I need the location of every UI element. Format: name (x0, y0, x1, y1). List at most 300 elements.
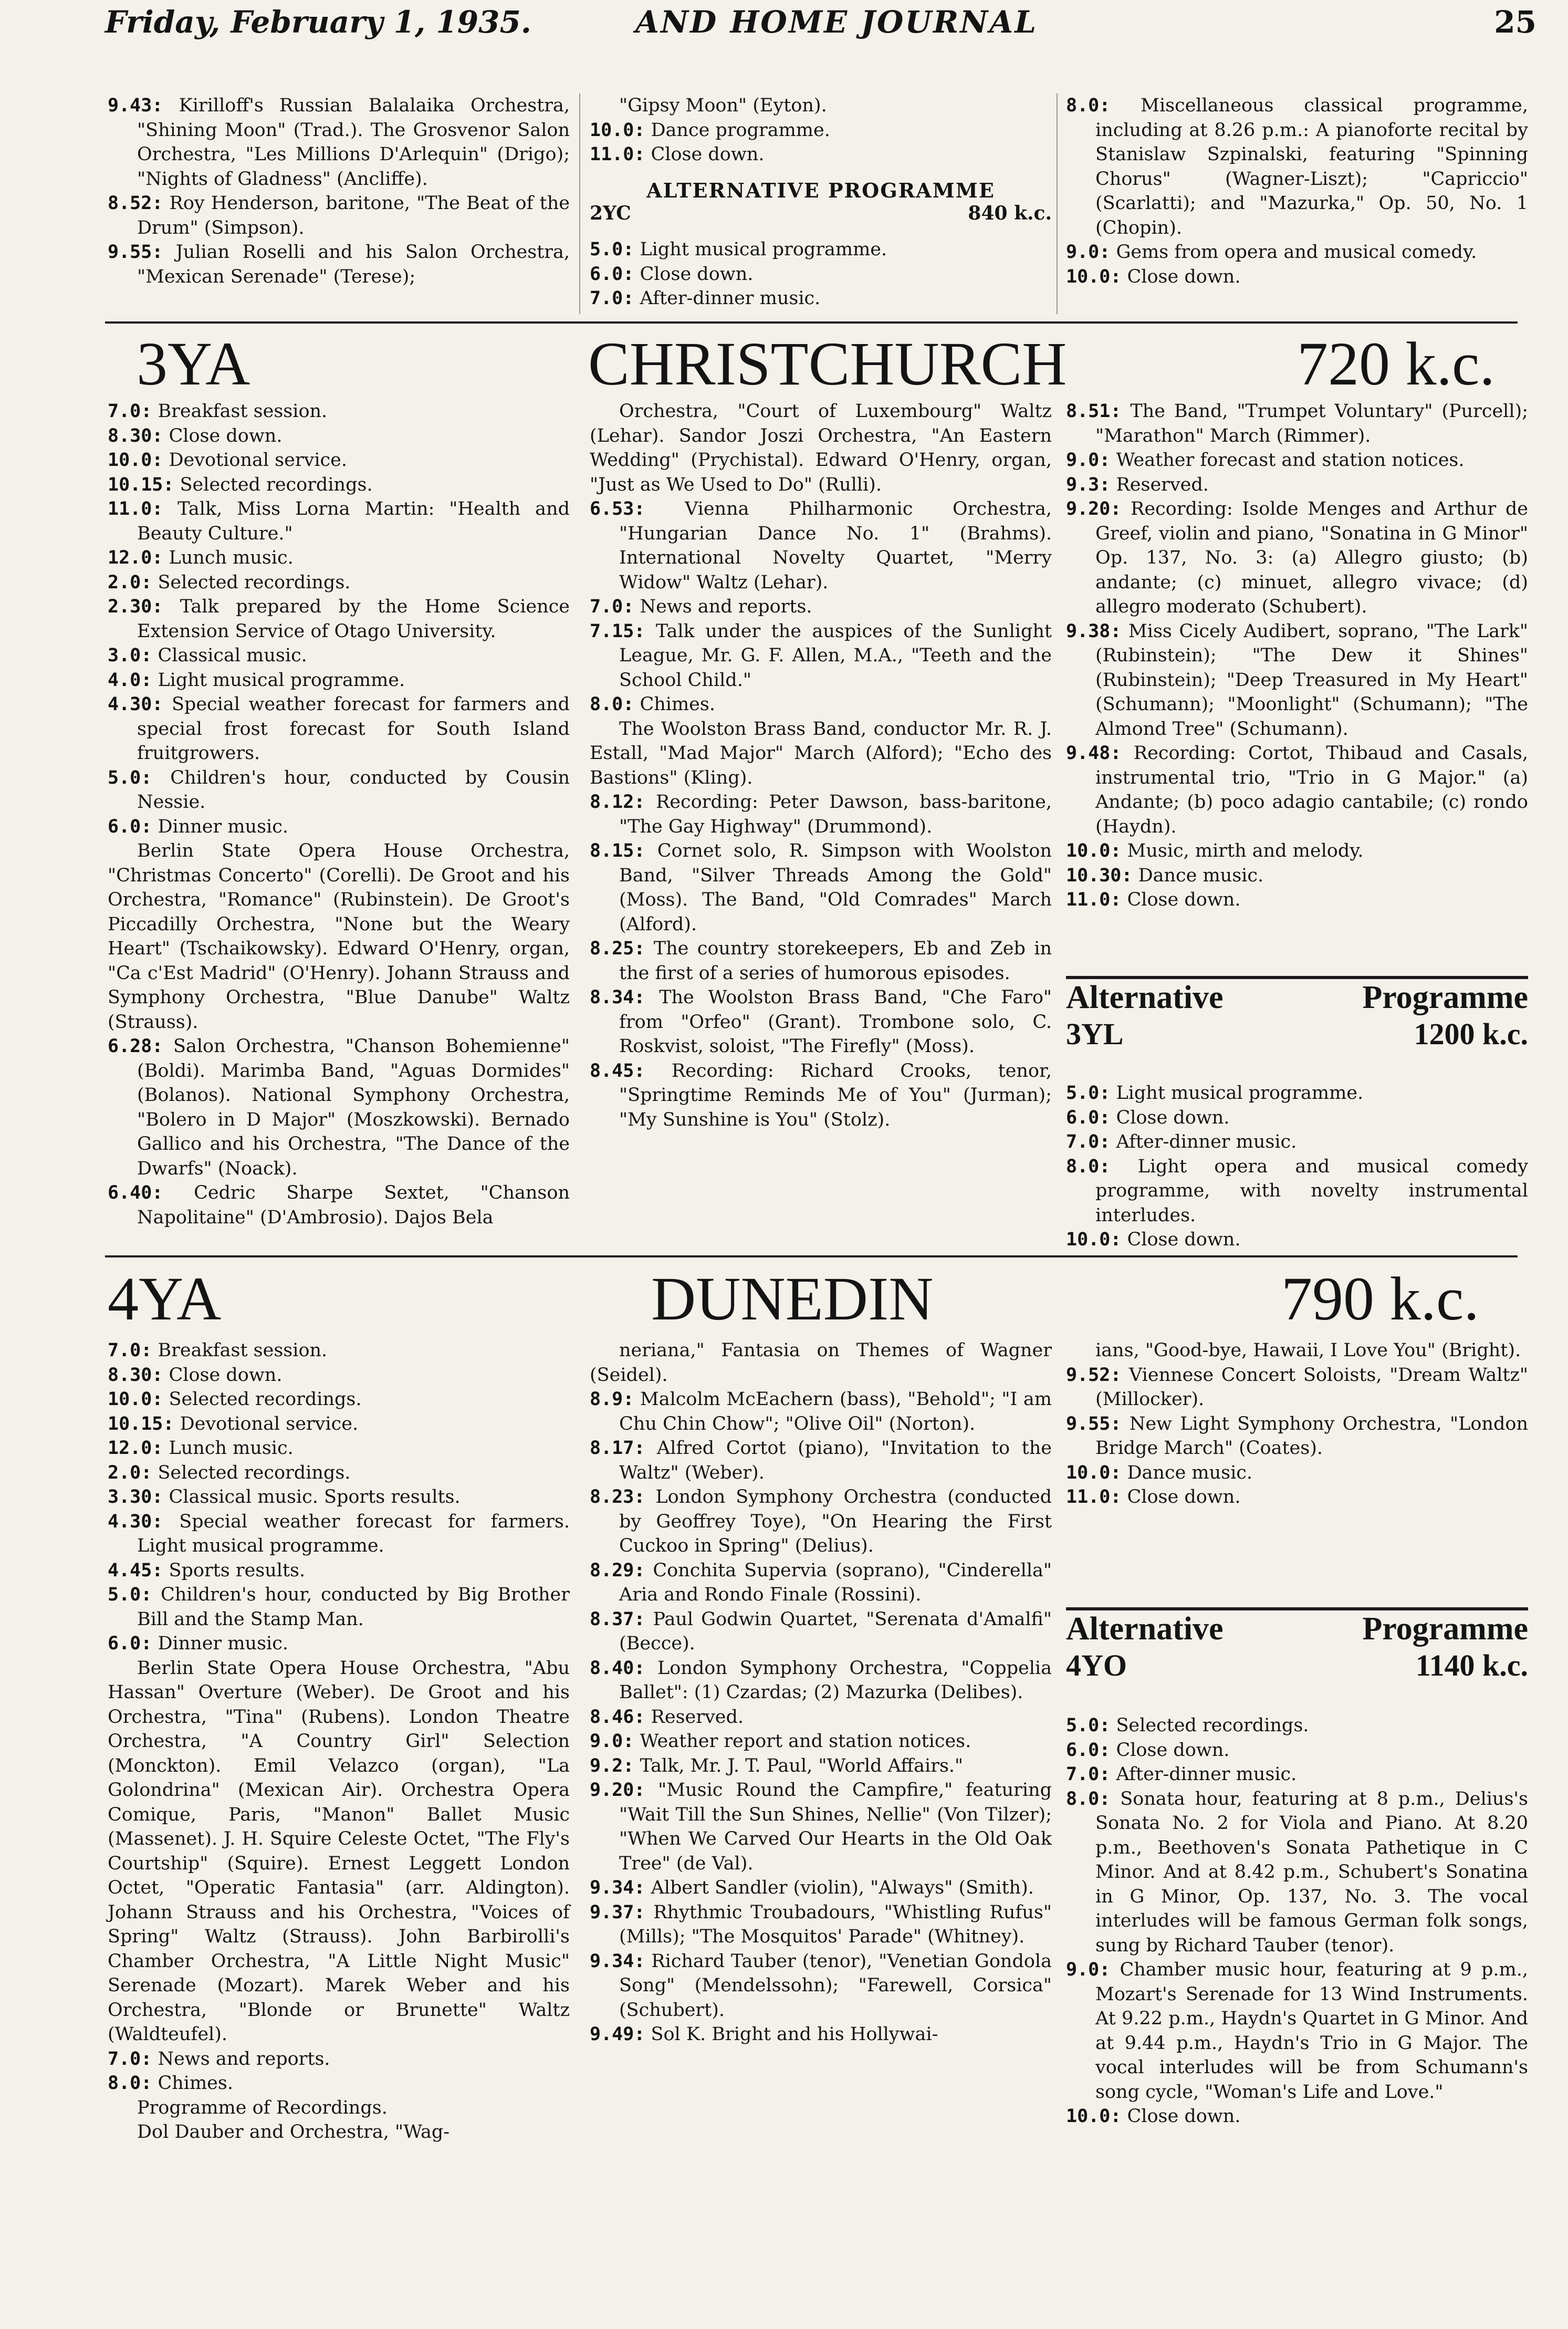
entry-text: Talk under the auspices of the Sunlight League, Mr. G. F. Allen, M.A., "Teeth and the School Child." (619, 620, 1052, 691)
entry-text: Devotional service. (180, 1413, 359, 1434)
entry-text: Dinner music. (158, 1633, 288, 1654)
entry-text: Talk, Mr. J. T. Paul, "World Affairs." (640, 1755, 964, 1776)
entry-text: Close down. (1127, 889, 1241, 910)
entry-time: 11.0: (590, 144, 645, 165)
entry-time: 8.23: (590, 1486, 645, 1507)
entry-time: 9.52: (1066, 1364, 1122, 1386)
entry-text: Weather report and station notices. (640, 1731, 971, 1752)
schedule-entry (108, 1485, 570, 1510)
schedule-entry (1066, 1228, 1528, 1252)
christchurch-col-2 (590, 399, 1052, 1132)
entry-text: Reserved. (1116, 474, 1209, 495)
schedule-entry (590, 937, 1052, 985)
station-heading-4ya: 4YA (108, 1264, 222, 1333)
christchurch-col-3 (1066, 399, 1528, 912)
entry-text: Classical music. (158, 645, 307, 666)
top-col-3 (1066, 93, 1528, 289)
entry-text: Recording: Richard Crooks, tenor, "Springtime Reminds Me of You" (Jurman); "My Sunshine is You" (Stolz). (619, 1060, 1052, 1130)
entry-text: Sonata hour, featuring at 8 p.m., Delius's Sonata No. 2 for Viola and Piano. At 8.20 p.m., Beethoven's Sonata Pathetique in C Minor. And at 8.42 p.m., Schubert's Sonatina in G Minor, Op. 137, No. 3. The vocal interludes will be famous German folk songs, sung by Richard Tauber (tenor). (1095, 1788, 1528, 1956)
schedule-entry (108, 1558, 570, 1583)
entry-time: 10.0: (590, 119, 645, 141)
entry-text: After-dinner music. (640, 288, 821, 309)
schedule-entry (108, 595, 570, 643)
schedule-entry (590, 790, 1052, 839)
alt-station-freq: 1200 k.c. (1414, 1017, 1528, 1051)
entry-text: Light musical programme. (158, 669, 405, 691)
schedule-entry (108, 473, 570, 497)
entry-text: The Band, "Trumpet Voluntary" (Purcell); "Marathon" March (Rimmer). (1095, 401, 1528, 446)
schedule-entry (590, 1754, 1052, 1779)
entry-time: 9.34: (590, 1950, 645, 1972)
entry-time: 9.38: (1066, 620, 1122, 642)
entry-text: Roy Henderson, baritone, "The Beat of the Drum" (Simpson). (137, 193, 570, 238)
schedule-entry (590, 1876, 1052, 1900)
schedule-entry (1066, 839, 1528, 864)
entry-text: Malcolm McEachern (bass), "Behold"; "I am Chu Chin Chow"; "Olive Oil" (Norton). (619, 1389, 1052, 1434)
schedule-entry (1066, 240, 1528, 265)
entry-text: Miss Cicely Audibert, soprano, "The Lark" (Rubinstein); "The Dew it Shines" (Rubinstein); "Deep Treasured in My Heart" (Schumann); "Moonlight" (Schumann); "The Almond Tree" (Schumann). (1095, 620, 1528, 740)
entry-text: neriana," Fantasia on Themes of Wagner (Seidel). (590, 1340, 1052, 1386)
entry-text: Special weather forecast for farmers and special frost forecast for South Island fruitgrowers. (137, 694, 570, 764)
entry-text: Lunch music. (169, 547, 294, 568)
entry-text: Special weather forecast for farmers. Light musical programme. (137, 1511, 570, 1556)
entry-text: Salon Orchestra, "Chanson Bohemienne" (Boldi). Marimba Band, "Aguas Dormides" (Bolanos). National Symphony Orchestra, "Bolero in D Major" (Moszkowski). Bernado Gallico and his Orchestra, "The Dance of the Dwarfs" (Noack). (137, 1036, 570, 1179)
entry-time: 7.0: (108, 2048, 152, 2070)
journal-title: AND HOME JOURNAL (635, 4, 1038, 40)
entry-time: 6.53: (590, 498, 645, 519)
entry-text: Close down. (1116, 1739, 1230, 1761)
entry-time: 8.30: (108, 1364, 163, 1386)
schedule-entry (108, 1583, 570, 1631)
entry-time: 9.3: (1066, 474, 1111, 495)
schedule-entry (590, 839, 1052, 937)
entry-time: 10.0: (1066, 266, 1122, 287)
column-divider (579, 93, 580, 314)
schedule-entry (1066, 448, 1528, 473)
schedule-entry (108, 399, 570, 424)
schedule-entry (590, 262, 1052, 287)
top-col-1 (108, 93, 570, 289)
entry-time: 6.0: (108, 816, 152, 837)
entry-time: 3.0: (108, 645, 152, 666)
schedule-entry (108, 643, 570, 668)
schedule-entry (1066, 1738, 1528, 1763)
schedule-entry (590, 1059, 1052, 1132)
schedule-entry (1066, 2104, 1528, 2129)
alt-station-call: 3YL (1066, 1017, 1124, 1051)
entry-text: Chimes. (158, 2073, 233, 2094)
schedule-entry (1066, 1958, 1528, 2104)
schedule-entry (590, 1607, 1052, 1656)
entry-text: Cornet solo, R. Simpson with Woolston Band, "Silver Threads Among the Gold" (Moss). The Band, "Old Comrades" March (Alford). (619, 840, 1052, 935)
schedule-entry (108, 815, 570, 839)
entry-text: London Symphony Orchestra, "Coppelia Ballet": (1) Czardas; (2) Mazurka (Delibes). (619, 1657, 1052, 1703)
schedule-entry (108, 1034, 570, 1181)
entry-time: 7.0: (1066, 1764, 1111, 1785)
entry-time: 10.0: (108, 1389, 163, 1410)
entry-text: Close down. (1127, 1229, 1241, 1250)
entry-time: 9.0: (1066, 450, 1111, 471)
entry-text: Children's hour, conducted by Big Brother Bill and the Stamp Man. (137, 1584, 570, 1630)
top-col-2b (590, 237, 1052, 311)
entry-text: Berlin State Opera House Orchestra, "Abu Hassan" Overture (Weber). De Groot and his Orchestra, "Tina" (Rubens). London Theatre Orchestra, "A Country Girl" Selection (Monckton). Emil Velazco (organ), "La Golondrina" (Mexican Air). Orchestra Opera Comique, Paris, "Manon" Ballet Music (Massenet). J. H. Squire Celeste Octet, "The Fly's Courtship" (Squire). Ernest Leggett London Octet, "Operatic Fantasia" (arr. Aldington). Johann Strauss and his Orchestra, "Voices of Spring" Waltz (Strauss). John Barbirolli's Chamber Orchestra, "A Little Night Music" Serenade (Mozart). Marek Weber and his Orchestra, "Blonde or Brunette" Waltz (Waldteufel). (108, 1657, 570, 2045)
entry-text: Devotional service. (169, 450, 347, 471)
schedule-entry (108, 1436, 570, 1461)
entry-time: 4.30: (108, 1511, 163, 1532)
entry-time: 7.0: (108, 1340, 152, 1361)
entry-text: Kirilloff's Russian Balalaika Orchestra, "Shining Moon" (Trad.). The Grosvenor Salon Orchestra, "Les Millions D'Arlequin" (Drigo); "Nights of Gladness" (Ancliffe). (137, 95, 570, 190)
entry-text: Close down. (169, 425, 283, 446)
schedule-entry (590, 717, 1052, 791)
entry-text: Close down. (1127, 2106, 1241, 2127)
dunedin-col-1 (108, 1338, 570, 2145)
schedule-entry (108, 1387, 570, 1412)
entry-time: 6.0: (1066, 1739, 1111, 1761)
schedule-entry (1066, 265, 1528, 289)
issue-date: Friday, February 1, 1935. (105, 4, 531, 40)
entry-time: 8.30: (108, 425, 163, 446)
entry-text: Lunch music. (169, 1438, 294, 1459)
entry-time: 8.46: (590, 1706, 645, 1728)
entry-time: 9.55: (108, 242, 163, 263)
entry-time: 8.37: (590, 1608, 645, 1630)
schedule-entry (108, 1656, 570, 2047)
entry-time: 8.0: (1066, 1156, 1111, 1177)
schedule-entry (590, 619, 1052, 693)
entry-text: News and reports. (640, 596, 812, 617)
entry-text: ians, "Good-bye, Hawaii, I Love You" (Bright). (1095, 1340, 1521, 1361)
entry-time: 9.0: (1066, 242, 1111, 263)
alt-label: Alternative (1066, 1611, 1224, 1647)
schedule-entry (1066, 1155, 1528, 1228)
entry-text: Selected recordings. (158, 571, 351, 593)
entry-time: 4.45: (108, 1559, 163, 1581)
entry-time: 6.0: (1066, 1107, 1111, 1128)
entry-text: Close down. (1127, 266, 1241, 287)
schedule-entry (590, 595, 1052, 619)
schedule-entry (108, 240, 570, 289)
entry-text: Dol Dauber and Orchestra, "Wag- (137, 2122, 450, 2143)
entry-text: Weather forecast and station notices. (1116, 450, 1465, 471)
entry-time: 9.2: (590, 1755, 634, 1776)
entry-text: "Gipsy Moon" (Eyton). (619, 95, 827, 116)
schedule-entry (590, 2022, 1052, 2047)
entry-text: News and reports. (158, 2048, 330, 2070)
entry-time: 5.0: (108, 767, 152, 788)
entry-time: 9.49: (590, 2024, 645, 2045)
entry-text: Viennese Concert Soloists, "Dream Waltz" (Millocker). (1095, 1364, 1528, 1410)
entry-text: Rhythmic Troubadours, "Whistling Rufus" (Mills); "The Mosquitos' Parade" (Whitney). (619, 1901, 1052, 1947)
frequency-heading-720: 720 k.c. (1297, 329, 1495, 398)
schedule-entry (1066, 1762, 1528, 1787)
entry-time: 10.15: (108, 474, 174, 495)
entry-time: 8.12: (590, 792, 645, 813)
christchurch-alt-items (1066, 1081, 1528, 1252)
entry-time: 9.55: (1066, 1413, 1122, 1434)
dunedin-alt-items (1066, 1713, 1528, 2129)
entry-time: 8.40: (590, 1657, 645, 1679)
entry-text: Breakfast session. (158, 401, 328, 422)
alt-station-freq: 1140 k.c. (1415, 1648, 1528, 1682)
entry-time: 5.0: (1066, 1715, 1111, 1736)
schedule-entry (590, 1485, 1052, 1558)
alt-programme-2yc-heading (590, 179, 1052, 224)
entry-time: 11.0: (1066, 1486, 1122, 1507)
entry-time: 8.34: (590, 987, 645, 1008)
entry-text: London Symphony Orchestra (conducted by Geoffrey Toye), "On Hearing the First Cuckoo in Spring" (Delius). (619, 1486, 1052, 1556)
entry-text: The Woolston Brass Band, "Che Faro" from "Orfeo" (Grant). Trombone solo, C. Roskvist, soloist, "The Firefly" (Moss). (619, 987, 1052, 1057)
entry-time: 7.0: (108, 401, 152, 422)
entry-text: After-dinner music. (1116, 1131, 1297, 1152)
entry-time: 9.48: (1066, 743, 1122, 764)
entry-time: 12.0: (108, 1438, 163, 1459)
station-heading-3ya: 3YA (137, 329, 250, 398)
entry-text: Vienna Philharmonic Orchestra, "Hungarian Dance No. 1" (Brahms). International Novelty Quartet, "Merry Widow" Waltz (Lehar). (619, 498, 1052, 593)
entry-time: 2.30: (108, 596, 163, 617)
entry-time: 8.0: (1066, 95, 1111, 116)
entry-text: Reserved. (651, 1706, 744, 1728)
entry-time: 6.40: (108, 1182, 163, 1203)
entry-text: Light musical programme. (1116, 1083, 1364, 1104)
entry-time: 10.15: (108, 1413, 174, 1434)
dunedin-col-2 (590, 1338, 1052, 2047)
schedule-entry (108, 191, 570, 240)
schedule-entry (590, 118, 1052, 143)
schedule-entry (108, 766, 570, 815)
entry-text: Richard Tauber (tenor), "Venetian Gondola Song" (Mendelssohn); "Farewell, Corsica" (Schubert). (619, 1950, 1052, 2021)
entry-time: 8.51: (1066, 401, 1122, 422)
schedule-entry (108, 424, 570, 449)
entry-text: Berlin State Opera House Orchestra, "Christmas Concerto" (Corelli). De Groot and his Orchestra, "Romance" (Rubinstein). De Groot's Piccadilly Orchestra, "None but the Weary Heart" (Tschaikowsky). Edward O'Henry, organ, "Ca c'Est Madrid" (O'Henry). Johann Strauss and Symphony Orchestra, "Blue Danube" Waltz (Strauss). (108, 840, 570, 1033)
schedule-entry (1066, 888, 1528, 912)
schedule-entry (108, 692, 570, 766)
entry-text: Sports results. (169, 1559, 306, 1581)
entry-time: 5.0: (590, 239, 634, 260)
entry-text: After-dinner music. (1116, 1764, 1297, 1785)
entry-time: 8.0: (108, 2073, 152, 2094)
entry-text: Breakfast session. (158, 1340, 328, 1361)
alt-station-freq: 840 k.c. (968, 202, 1052, 224)
column-divider (1057, 93, 1058, 314)
entry-text: The Woolston Brass Band, conductor Mr. R. J. Estall, "Mad Major" March (Alford); "Echo des Bastions" (Kling). (590, 718, 1052, 788)
city-heading-dunedin: DUNEDIN (651, 1264, 934, 1333)
entry-text: Talk prepared by the Home Science Extension Service of Otago University. (137, 596, 570, 642)
entry-time: 9.34: (590, 1877, 645, 1898)
schedule-entry (108, 1461, 570, 1485)
entry-time: 5.0: (1066, 1083, 1111, 1104)
entry-text: Light opera and musical comedy programme, with novelty instrumental interludes. (1095, 1156, 1528, 1226)
entry-text: Conchita Supervia (soprano), "Cinderella" Aria and Rondo Finale (Rossini). (619, 1559, 1052, 1605)
entry-time: 2.0: (108, 1462, 152, 1483)
alt-programme-3yl-heading (1066, 976, 1528, 1053)
alt-station-call: 4YO (1066, 1648, 1127, 1682)
entry-time: 10.0: (1066, 1229, 1122, 1250)
schedule-entry (590, 142, 1052, 167)
schedule-entry (108, 1181, 570, 1230)
entry-time: 9.20: (590, 1780, 645, 1801)
entry-text: Chimes. (640, 694, 715, 715)
schedule-entry (590, 692, 1052, 717)
entry-text: Selected recordings. (158, 1462, 351, 1483)
schedule-entry (108, 448, 570, 473)
schedule-entry (108, 2071, 570, 2096)
entry-time: 5.0: (108, 1584, 152, 1605)
entry-time: 8.25: (590, 938, 645, 959)
schedule-entry (108, 1338, 570, 1363)
entry-time: 10.30: (1066, 865, 1133, 886)
schedule-entry (108, 1363, 570, 1388)
schedule-entry (1066, 93, 1528, 240)
schedule-entry (590, 497, 1052, 595)
entry-time: 9.43: (108, 95, 163, 116)
schedule-entry (590, 237, 1052, 262)
entry-text: Selected recordings. (1116, 1715, 1309, 1736)
schedule-entry (108, 2047, 570, 2072)
entry-text: Paul Godwin Quartet, "Serenata d'Amalfi" (Becce). (619, 1608, 1052, 1654)
schedule-entry (590, 1338, 1052, 1387)
schedule-entry (590, 1949, 1052, 2023)
schedule-entry (590, 1705, 1052, 1730)
entry-text: Music, mirth and melody. (1127, 840, 1364, 861)
entry-text: "Music Round the Campfire," featuring "Wait Till the Sun Shines, Nellie" (Von Tilzer); "When We Carved Our Hearts in the Old Oak Tree" (de Val). (619, 1780, 1052, 1874)
schedule-entry (108, 546, 570, 570)
entry-time: 8.0: (590, 694, 634, 715)
entry-text: Albert Sandler (violin), "Always" (Smith). (651, 1877, 1034, 1898)
schedule-entry (1066, 1485, 1528, 1510)
schedule-entry (590, 1900, 1052, 1949)
entry-text: Close down. (640, 263, 754, 285)
entry-time: 6.0: (108, 1633, 152, 1654)
entry-text: Close down. (169, 1364, 283, 1386)
top-col-2 (590, 93, 1052, 167)
entry-text: Classical music. Sports results. (169, 1486, 461, 1507)
schedule-entry (1066, 497, 1528, 619)
entry-text: Gems from opera and musical comedy. (1116, 242, 1477, 263)
entry-text: Talk, Miss Lorna Martin: "Health and Beauty Culture." (137, 498, 570, 544)
entry-text: Orchestra, "Court of Luxembourg" Waltz (Lehar). Sandor Joszi Orchestra, "An Eastern Wedding" (Prychistal). Edward O'Henry, organ, "Just as We Used to Do" (Rulli). (590, 401, 1052, 495)
schedule-entry (590, 399, 1052, 497)
schedule-entry (1066, 1363, 1528, 1412)
schedule-entry (1066, 399, 1528, 448)
entry-time: 8.45: (590, 1060, 645, 1082)
entry-time: 8.9: (590, 1389, 634, 1410)
alt-label: Alternative (1066, 980, 1224, 1015)
city-heading-christchurch: CHRISTCHURCH (588, 329, 1067, 398)
entry-text: Selected recordings. (180, 474, 373, 495)
entry-time: 10.0: (108, 450, 163, 471)
entry-text: Dance music. (1138, 865, 1264, 886)
entry-time: 4.0: (108, 669, 152, 691)
schedule-entry (590, 1778, 1052, 1876)
entry-text: Chamber music hour, featuring at 9 p.m., Mozart's Serenade for 13 Wind Instruments. At 9.22 p.m., Haydn's Quartet in G Minor. And at 9.44 p.m., Haydn's Trio in G Major. The vocal interludes will be from Schumann's song cycle, "Woman's Life and Love." (1095, 1959, 1528, 2103)
entry-text: Close down. (651, 144, 765, 165)
schedule-entry (1066, 1130, 1528, 1155)
entry-time: 10.0: (1066, 1462, 1122, 1483)
entry-time: 7.15: (590, 620, 645, 642)
schedule-entry (108, 1412, 570, 1437)
entry-time: 11.0: (1066, 889, 1122, 910)
entry-time: 9.0: (1066, 1959, 1111, 1980)
schedule-entry (1066, 1412, 1528, 1461)
entry-text: Programme of Recordings. (137, 2097, 388, 2118)
schedule-entry (1066, 1787, 1528, 1958)
schedule-entry (1066, 1338, 1528, 1363)
schedule-entry (108, 839, 570, 1034)
page-number: 25 (1494, 4, 1536, 40)
entry-time: 8.52: (108, 193, 163, 214)
alt-programme-title: ALTERNATIVE PROGRAMME (646, 179, 995, 202)
entry-time: 7.0: (1066, 1131, 1111, 1152)
entry-text: Children's hour, conducted by Cousin Nessie. (137, 767, 570, 813)
schedule-entry (590, 1558, 1052, 1607)
schedule-entry (108, 1631, 570, 1656)
entry-time: 9.20: (1066, 498, 1122, 519)
entry-text: Recording: Cortot, Thibaud and Casals, instrumental trio, "Trio in G Major." (a) Andante; (b) poco adagio cantabile; (c) rondo (Haydn). (1095, 743, 1528, 837)
entry-time: 7.0: (590, 288, 634, 309)
schedule-entry (1066, 864, 1528, 888)
entry-time: 3.30: (108, 1486, 163, 1507)
entry-text: Dance music. (1127, 1462, 1253, 1483)
entry-text: New Light Symphony Orchestra, "London Bridge March" (Coates). (1095, 1413, 1528, 1459)
entry-time: 10.0: (1066, 840, 1122, 861)
schedule-entry (590, 1436, 1052, 1485)
entry-text: Selected recordings. (169, 1389, 362, 1410)
entry-text: Dance programme. (651, 119, 830, 141)
entry-time: 12.0: (108, 547, 163, 568)
entry-text: Cedric Sharpe Sextet, "Chanson Napolitaine" (D'Ambrosio). Dajos Bela (137, 1182, 570, 1228)
entry-text: The country storekeepers, Eb and Zeb in the first of a series of humorous episodes. (619, 938, 1052, 984)
section-rule (105, 321, 1518, 324)
schedule-entry (1066, 741, 1528, 839)
entry-text: Julian Roselli and his Salon Orchestra, "Mexican Serenade" (Terese); (137, 242, 570, 287)
entry-time: 8.0: (1066, 1788, 1111, 1810)
alt-programme-4yo-heading (1066, 1607, 1528, 1684)
dunedin-col-3 (1066, 1338, 1528, 1510)
entry-time: 8.15: (590, 840, 645, 861)
entry-time: 9.0: (590, 1731, 634, 1752)
schedule-entry (1066, 1106, 1528, 1130)
entry-time: 8.29: (590, 1559, 645, 1581)
schedule-entry (1066, 1081, 1528, 1106)
schedule-entry (590, 93, 1052, 118)
schedule-entry (108, 93, 570, 191)
schedule-entry (108, 497, 570, 546)
schedule-entry (590, 1656, 1052, 1705)
schedule-entry (108, 2120, 570, 2145)
christchurch-col-1 (108, 399, 570, 1230)
entry-time: 2.0: (108, 571, 152, 593)
entry-time: 4.30: (108, 694, 163, 715)
schedule-entry (1066, 1713, 1528, 1738)
alt-programme-label: Programme (1362, 1611, 1528, 1647)
frequency-heading-790: 790 k.c. (1281, 1264, 1479, 1333)
section-rule (105, 1255, 1518, 1257)
entry-time: 11.0: (108, 498, 163, 519)
schedule-entry (108, 2096, 570, 2120)
alt-station-call: 2YC (590, 202, 631, 224)
entry-time: 7.0: (590, 596, 634, 617)
schedule-entry (108, 668, 570, 693)
entry-text: Recording: Peter Dawson, bass-baritone, "The Gay Highway" (Drummond). (619, 792, 1052, 837)
alt-programme-label: Programme (1362, 980, 1528, 1015)
schedule-entry (1066, 1461, 1528, 1485)
schedule-entry (108, 1510, 570, 1558)
entry-text: Close down. (1116, 1107, 1230, 1128)
entry-text: Dinner music. (158, 816, 288, 837)
schedule-entry (1066, 473, 1528, 497)
entry-time: 9.37: (590, 1901, 645, 1923)
schedule-entry (108, 570, 570, 595)
